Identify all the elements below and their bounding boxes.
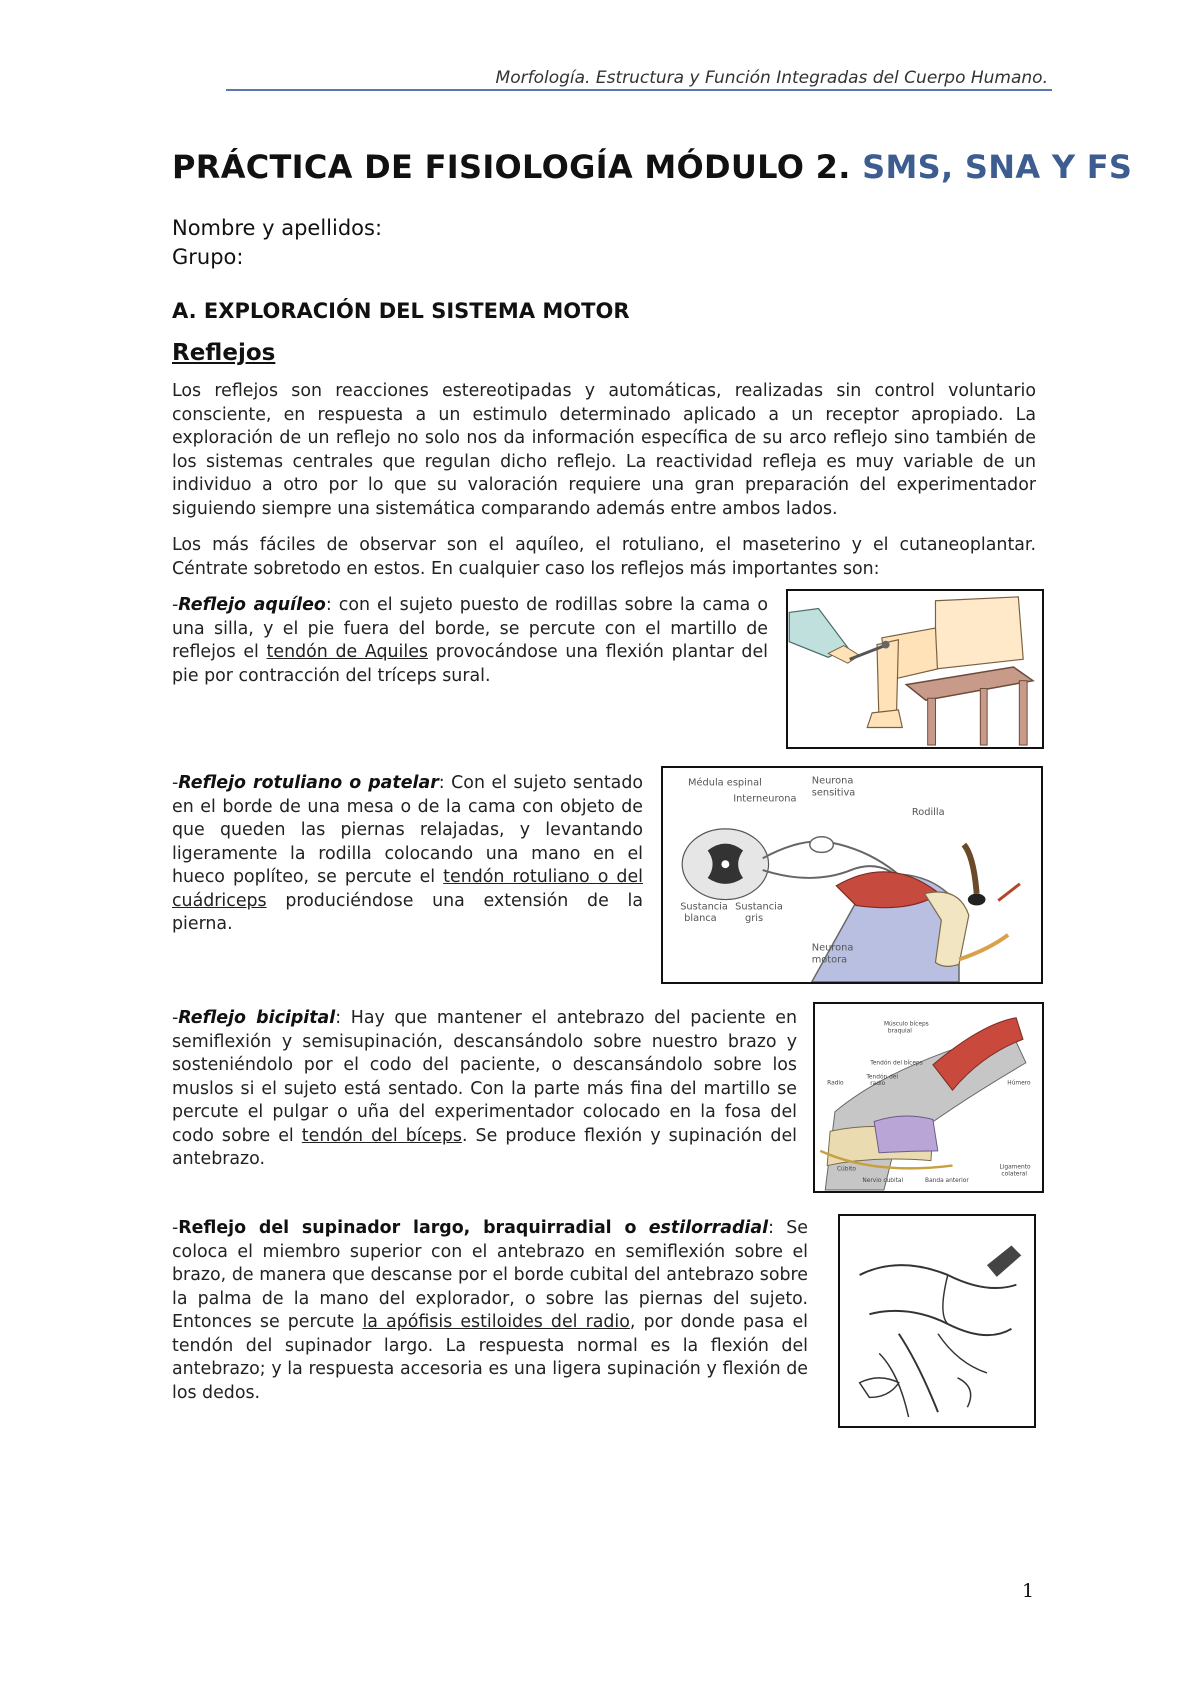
patellar-reflex-text: [172, 772, 643, 937]
bicipital-text-before: : Hay que mantener el antebrazo del paciente en semiflexión y semisupinación, descansándolo sobre nuestro brazo y sosteniéndolo por el codo del paciente, o descansándolo sobre los muslos si el sujeto está sentado. Con la parte más fina del martillo se percute el pulgar o uña del experimentador colocado en la fosa del codo sobre el: [172, 1008, 797, 1146]
label-tendon: Tendón del bíceps: [870, 1060, 923, 1067]
title-main: PRÁCTICA DE FISIOLOGÍA MÓDULO 2.: [172, 148, 851, 186]
label-ligamento-1: Ligamento: [999, 1164, 1031, 1171]
label-sustancia-gris-2: gris: [745, 913, 764, 925]
label-sustancia-gris-1: Sustancia: [735, 901, 783, 913]
section-heading: A. EXPLORACIÓN DEL SISTEMA MOTOR: [172, 299, 630, 323]
label-banda: Banda anterior: [925, 1178, 969, 1185]
bicipital-text-after: . Se produce flexión y supinación del antebrazo.: [172, 1125, 797, 1169]
name-field-label: Nombre y apellidos:: [172, 216, 383, 240]
patellar-name: Reflejo rotuliano o patelar: [178, 773, 439, 793]
supinator-name: Reflejo del supinador largo, braquirradial o: [178, 1218, 637, 1238]
patellar-reflex-figure: [661, 766, 1043, 984]
page-number: 1: [1022, 1580, 1035, 1602]
bicipital-reflex-text: [172, 1007, 797, 1172]
supinator-text-after: , por donde pasa el tendón del supinador largo. La respuesta normal es la flexión del antebrazo; y la respuesta accesoria es una ligera supinación y flexión de los dedos.: [172, 1312, 809, 1403]
label-medula: Médula espinal: [688, 777, 762, 789]
supinator-illustration: [840, 1216, 1034, 1426]
label-interneurona: Interneurona: [733, 793, 797, 805]
bicipital-name: Reflejo bicipital: [178, 1008, 336, 1028]
bicipital-reflex-figure: [813, 1002, 1044, 1193]
title-accent: SMS, SNA Y FS: [862, 148, 1133, 186]
label-sustancia-blanca-1: Sustancia: [680, 901, 728, 913]
label-sustancia-blanca-2: blanca: [684, 913, 717, 925]
label-radio: Radio: [827, 1080, 844, 1087]
label-humero: Húmero: [1007, 1080, 1031, 1087]
label-rodilla: Rodilla: [911, 807, 945, 819]
label-cubito: Cúbito: [836, 1166, 857, 1173]
supinator-underlined: la apófisis estiloides del radio: [362, 1312, 630, 1332]
bicipital-dash: -: [172, 1008, 179, 1028]
intro-paragraph: Los reflejos son reacciones estereotipadas y automáticas, realizadas sin control voluntario consciente, en respuesta a un estimulo determinado aplicado a un receptor apropiado. La exploración de un reflejo no solo nos da información específica de su arco reflejo sino también de los sistemas centrales que regulan dicho reflejo. La reactividad refleja es muy variable de un individuo a otro por lo que su valoración requiere una gran preparación del experimentador siguiendo siempre una sistemática comparando además entre ambos lados.: [172, 381, 1036, 519]
patellar-text-before: : Con el sujeto sentado en el borde de una mesa o de la cama con objeto de que queden las piernas relajadas, y levantando ligeramente la rodilla colocando una mano en el hueco poplíteo, se percute el: [172, 773, 643, 887]
easiest-paragraph: Los más fáciles de observar son el aquíleo, el rotuliano, el maseterino y el cutaneoplantar. Céntrate sobretodo en estos. En cualquier caso los reflejos más importantes son:: [172, 535, 1036, 579]
achilles-dash: -: [172, 595, 179, 615]
achilles-underlined: tendón de Aquiles: [266, 642, 428, 662]
achilles-name: Reflejo aquíleo: [178, 595, 326, 615]
label-neurona-motora-2: motora: [811, 954, 848, 966]
label-neurona-motora-1: Neurona: [811, 942, 854, 954]
supinator-text-before: : Se coloca el miembro superior con el antebrazo en semiflexión sobre el brazo, de manera que descanse por el borde cubital del antebrazo sobre la palma de la mano del explorador, o sobre las piernas del sujeto. Entonces se percute: [172, 1218, 808, 1332]
achilles-text-before: : con el sujeto puesto de rodillas sobre la cama o una silla, y el pie fuera del borde, se percute con el martillo de reflejos el: [172, 595, 769, 662]
label-tendon-radio-1: Tendón del: [866, 1074, 899, 1081]
label-musculo-2: braquial: [887, 1028, 912, 1035]
bicipital-underlined: tendón del bíceps: [301, 1125, 462, 1146]
label-neurona-sensitiva-2: sensitiva: [811, 787, 856, 799]
label-ligamento-2: colateral: [1001, 1171, 1028, 1178]
running-header: Morfología. Estructura y Función Integradas del Cuerpo Humano.: [495, 68, 1048, 88]
patellar-text-after: produciéndose una extensión de la pierna.: [172, 890, 643, 934]
group-field-label: Grupo:: [172, 245, 244, 269]
patellar-dash: -: [172, 773, 179, 793]
label-musculo-1: Músculo bíceps: [883, 1021, 929, 1028]
achilles-illustration: [788, 591, 1042, 747]
achilles-reflex-figure: [786, 589, 1044, 749]
header-rule: [226, 89, 1052, 91]
supinator-reflex-figure: [838, 1214, 1036, 1428]
supinator-name-italic: estilorradial: [648, 1218, 769, 1238]
patellar-diagram: [663, 768, 1041, 982]
supinator-reflex-text: [172, 1217, 808, 1405]
subsection-heading: Reflejos: [172, 340, 276, 366]
label-nervio: Nervio cubital: [862, 1178, 904, 1185]
achilles-reflex-text: [172, 594, 768, 688]
supinator-dash: -: [172, 1218, 179, 1238]
patellar-underlined: tendón rotuliano o del cuádriceps: [172, 867, 644, 911]
label-tendon-radio-2: radio: [870, 1081, 886, 1088]
page-title: [172, 148, 1132, 186]
achilles-text-after: provocándose una flexión plantar del pie por contracción del tríceps sural.: [172, 642, 768, 686]
label-neurona-sensitiva-1: Neurona: [811, 775, 854, 787]
bicipital-diagram: [815, 1004, 1042, 1191]
